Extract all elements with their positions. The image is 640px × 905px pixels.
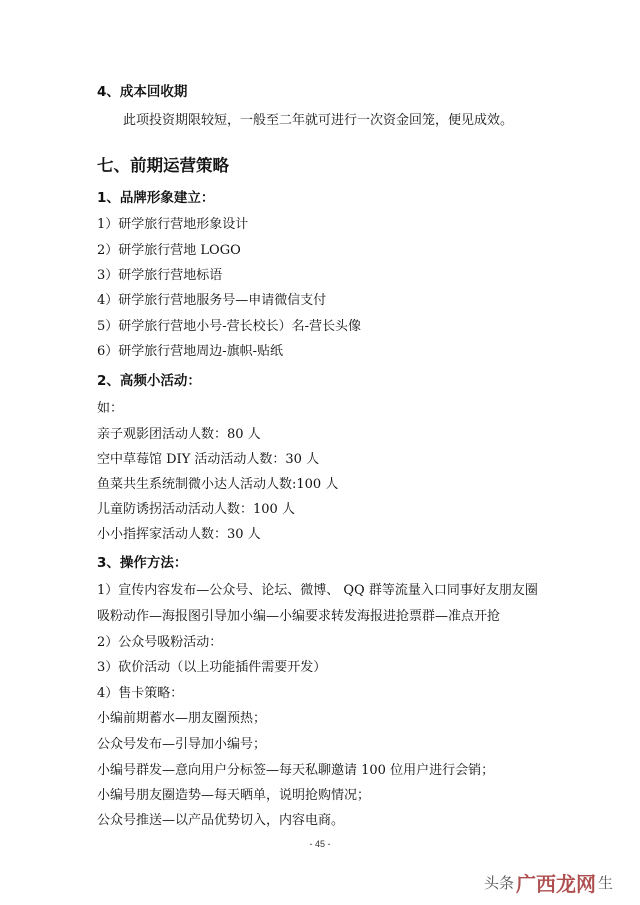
list-item: 鱼菜共生系统制微小达人活动人数:100 人	[97, 477, 339, 492]
list-item: 2）研学旅行营地 LOGO	[97, 243, 241, 258]
heading-activities: 2、高频小活动：	[97, 373, 201, 389]
list-item: 空中草莓馆 DIY 活动活动人数：30 人	[97, 452, 320, 467]
list-item: 6）研学旅行营地周边-旗帜-贴纸	[97, 344, 284, 359]
watermark-brand: 广西龙网	[516, 871, 597, 896]
list-item: 公众号发布—引导加小编号；	[97, 737, 267, 752]
list-item: 公众号推送—以产品优势切入，内容电商。	[97, 813, 345, 828]
activities-intro: 如：	[97, 401, 124, 416]
heading-early-operation: 七、前期运营策略	[97, 156, 229, 175]
list-item: 3）砍价活动（以上功能插件需要开发）	[97, 660, 327, 675]
list-item: 小编前期蓄水—朋友圈预热；	[97, 711, 267, 726]
list-item: 小小指挥家活动人数：30 人	[97, 527, 261, 542]
list-item: 1）宣传内容发布—公众号、论坛、微博、 QQ 群等流量入口同事好友朋友圈	[97, 583, 538, 598]
page-number: - 45 -	[309, 839, 331, 849]
paragraph-cost-recovery: 此项投资期限较短，一般至二年就可进行一次资金回笼，便见成效。	[123, 113, 514, 128]
watermark-suffix: 生	[598, 873, 614, 892]
heading-cost-recovery: 4、成本回收期	[97, 84, 188, 100]
list-item: 5）研学旅行营地小号-营长校长）名-营长头像	[97, 319, 362, 334]
list-item: 3）研学旅行营地标语	[97, 268, 223, 283]
list-item: 4）研学旅行营地服务号—申请微信支付	[97, 293, 327, 308]
list-item: 亲子观影团活动人数：80 人	[97, 427, 261, 442]
heading-brand: 1、品牌形象建立：	[97, 190, 215, 206]
list-item: 小编号朋友圈造势—每天晒单，说明抢购情况；	[97, 788, 371, 803]
list-item: 儿童防诱拐活动活动人数：100 人	[97, 502, 295, 517]
list-item: 吸粉动作—海报图引导加小编—小编要求转发海报进抢票群—准点开抢	[97, 609, 501, 624]
list-item: 4）售卡策略：	[97, 686, 184, 701]
list-item: 小编号群发—意向用户分标签—每天私聊邀请 100 位用户进行会销；	[97, 763, 495, 778]
heading-methods: 3、操作方法：	[97, 555, 188, 571]
list-item: 2）公众号吸粉活动：	[97, 635, 223, 650]
list-item: 1）研学旅行营地形象设计	[97, 217, 249, 232]
watermark-prefix: 头条	[484, 873, 515, 892]
watermark	[484, 868, 632, 896]
